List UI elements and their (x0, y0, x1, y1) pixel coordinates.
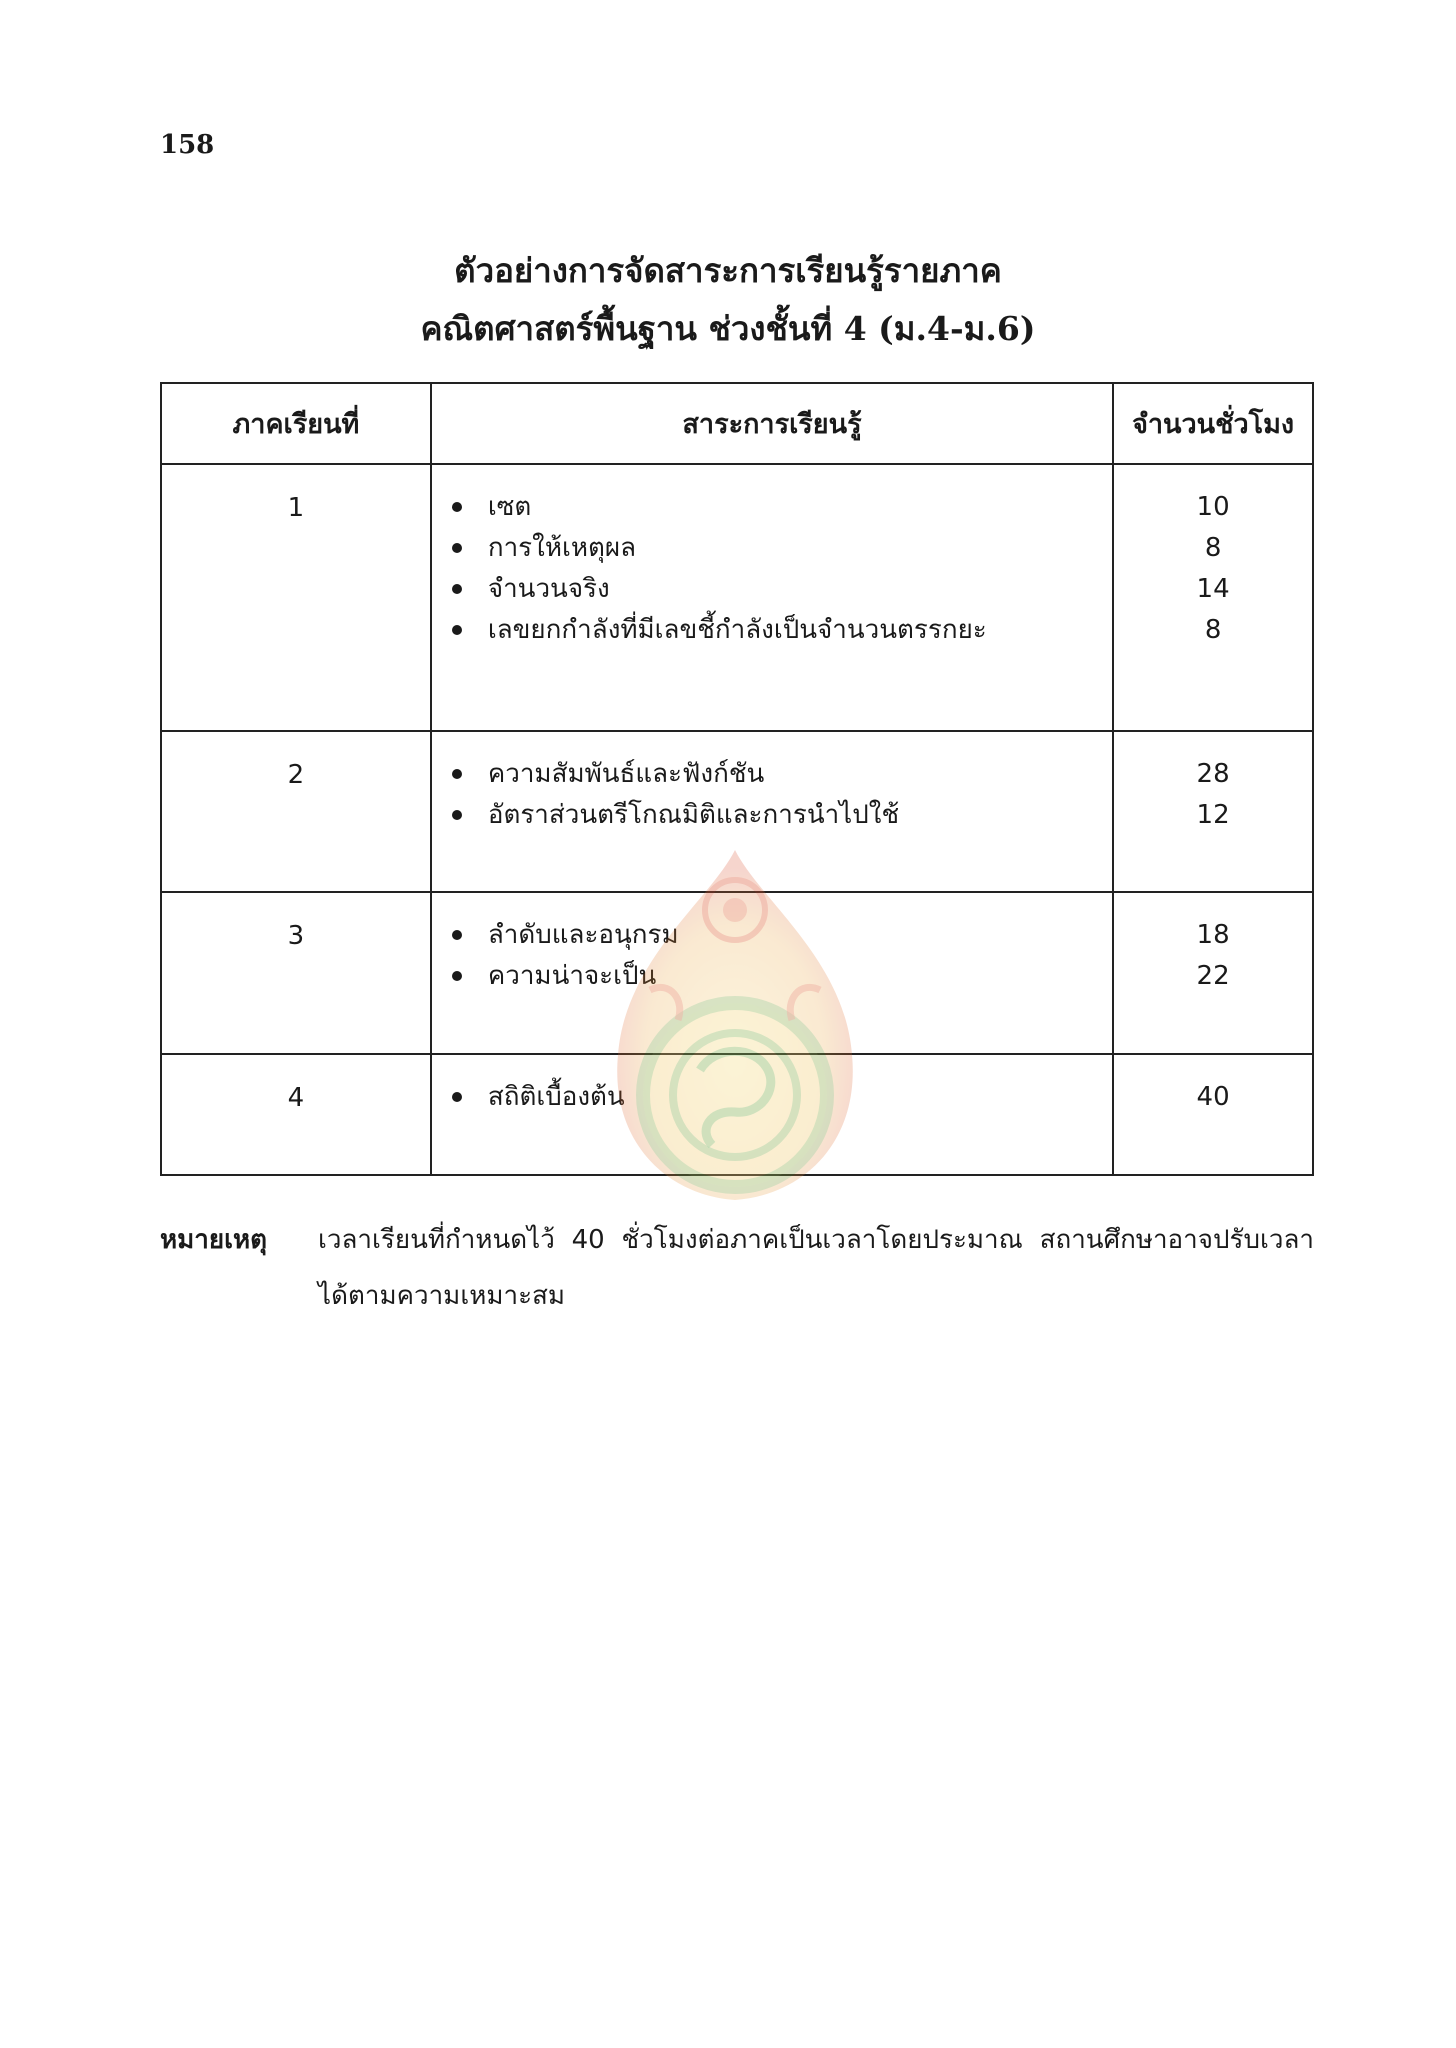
header-content: สาระการเรียนรู้ (431, 383, 1113, 464)
topic-label: เซต (487, 492, 532, 522)
header-hours: จำนวนชั่วโมง (1113, 383, 1313, 464)
list-item (452, 1070, 1112, 1124)
note-label: หมายเหตุ (160, 1225, 268, 1255)
hours-value: 12 (1196, 800, 1230, 830)
hours-cell (1113, 1054, 1313, 1175)
note-text: เวลาเรียนที่กำหนดไว้ 40 ชั่วโมงต่อภาคเป็นเวลาโดยประมาณ สถานศึกษาอาจปรับเวลาได้ตามความเหมาะสม (318, 1225, 1314, 1311)
term-number: 3 (161, 892, 431, 1054)
term-number: 2 (161, 731, 431, 892)
topics-cell (431, 892, 1113, 1054)
bullet-icon (452, 930, 462, 940)
table-row (161, 1054, 1313, 1175)
table-row (161, 731, 1313, 892)
list-item (452, 603, 1112, 657)
list-item (452, 949, 1112, 1003)
bullet-icon (452, 810, 462, 820)
page-title (0, 242, 1456, 358)
bullet-icon (452, 543, 462, 553)
topic-label: สถิติเบื้องต้น (487, 1082, 625, 1112)
term-number: 1 (161, 464, 431, 731)
hours-value: 10 (1196, 492, 1230, 522)
bullet-icon (452, 1092, 462, 1102)
bullet-icon (452, 769, 462, 779)
topic-label: ลำดับและอนุกรม (487, 920, 679, 950)
table-header-row (161, 383, 1313, 464)
hours-cell (1113, 731, 1313, 892)
hours-value: 8 (1204, 533, 1222, 563)
note-block (160, 1212, 1314, 1324)
list-item (452, 788, 1112, 842)
topic-label: เลขยกกำลังที่มีเลขชี้กำลังเป็นจำนวนตรรกยะ (487, 615, 987, 645)
topics-cell (431, 731, 1113, 892)
bullet-icon (452, 584, 462, 594)
hours-value: 40 (1196, 1082, 1230, 1112)
term-number: 4 (161, 1054, 431, 1175)
hours-value: 22 (1196, 961, 1230, 991)
hours-value: 14 (1196, 574, 1230, 604)
page-number: 158 (160, 130, 215, 160)
hours-value: 18 (1196, 920, 1230, 950)
topics-cell (431, 1054, 1113, 1175)
table-row (161, 464, 1313, 731)
topic-label: ความสัมพันธ์และฟังก์ชัน (487, 759, 765, 789)
hours-cell (1113, 892, 1313, 1054)
title-line-1: ตัวอย่างการจัดสาระการเรียนรู้รายภาค (454, 251, 1002, 290)
hours-value: 28 (1196, 759, 1230, 789)
bullet-icon (452, 502, 462, 512)
header-term: ภาคเรียนที่ (161, 383, 431, 464)
topic-label: จำนวนจริง (487, 574, 610, 604)
topic-label: ความน่าจะเป็น (487, 961, 657, 991)
topics-cell (431, 464, 1113, 731)
title-line-2: คณิตศาสตร์พื้นฐาน ช่วงชั้นที่ 4 (ม.4-ม.6) (420, 309, 1036, 348)
topic-label: อัตราส่วนตรีโกณมิติและการนำไปใช้ (487, 800, 900, 830)
bullet-icon (452, 625, 462, 635)
topic-label: การให้เหตุผล (487, 533, 637, 563)
hours-cell (1113, 464, 1313, 731)
hours-value: 8 (1204, 615, 1222, 645)
bullet-icon (452, 971, 462, 981)
table-row (161, 892, 1313, 1054)
course-table (160, 382, 1314, 1176)
